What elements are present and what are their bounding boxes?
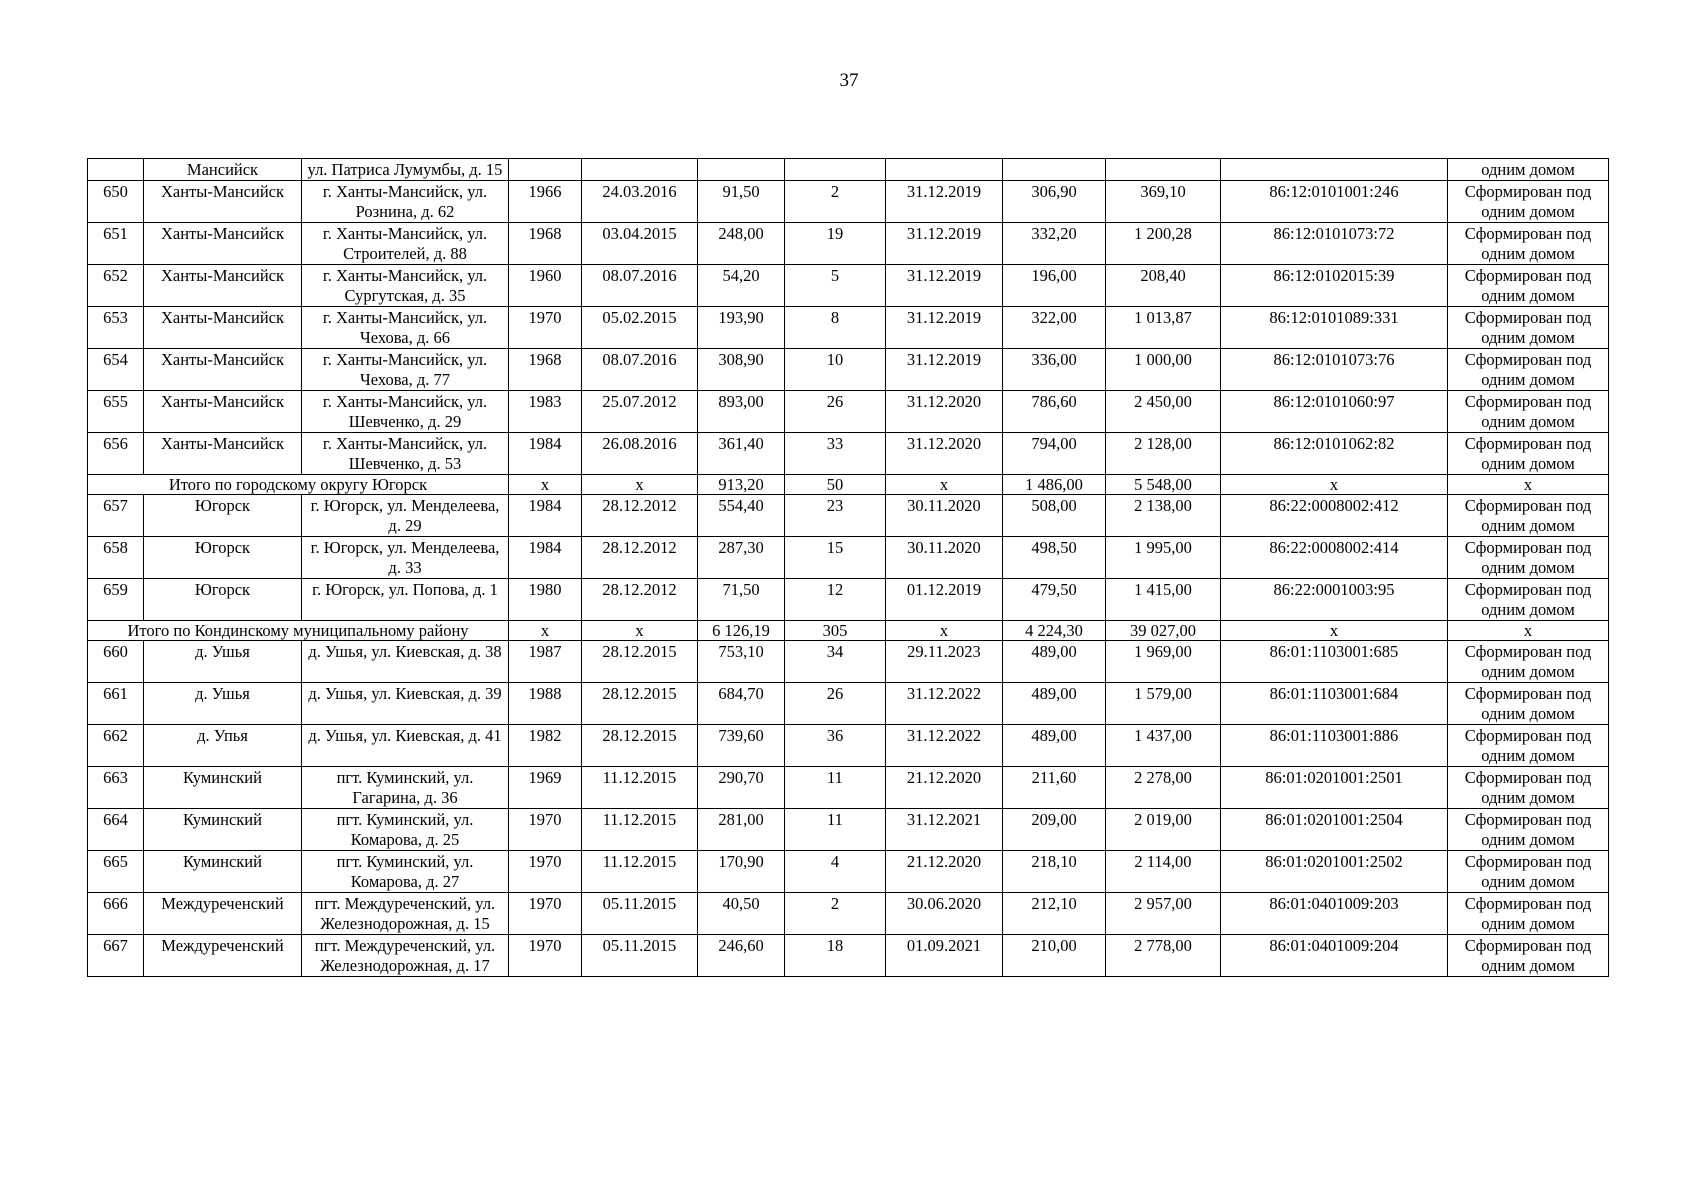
row-number-cell: 655 <box>88 391 144 433</box>
residents-cell: 5 <box>785 265 886 307</box>
land-area-cell: 498,50 <box>1003 537 1106 579</box>
land-area-cell: 211,60 <box>1003 767 1106 809</box>
cadastral-number-cell: 86:01:0201001:2501 <box>1221 767 1448 809</box>
deadline-cell: 31.12.2019 <box>886 265 1003 307</box>
status-cell: Сформирован под одним домом <box>1448 725 1609 767</box>
deadline-cell: 01.09.2021 <box>886 935 1003 977</box>
cadastral-number-cell: 86:01:1103001:886 <box>1221 725 1448 767</box>
land-area-cell: 508,00 <box>1003 495 1106 537</box>
year-cell: 1970 <box>509 893 582 935</box>
deadline-cell: 01.12.2019 <box>886 579 1003 621</box>
row-number-cell: 658 <box>88 537 144 579</box>
deadline-cell: 30.11.2020 <box>886 495 1003 537</box>
residents-cell: 33 <box>785 433 886 475</box>
row-number-cell: 660 <box>88 641 144 683</box>
land-norm-cell: 5 548,00 <box>1106 475 1221 495</box>
date-cell: 28.12.2015 <box>582 641 698 683</box>
status-cell: Сформирован под одним домом <box>1448 579 1609 621</box>
deadline-cell: 21.12.2020 <box>886 851 1003 893</box>
status-cell: Сформирован под одним домом <box>1448 181 1609 223</box>
address-cell: г. Ханты-Мансийск, ул. Сургутская, д. 35 <box>302 265 509 307</box>
status-cell: Сформирован под одним домом <box>1448 433 1609 475</box>
area-cell: 739,60 <box>698 725 785 767</box>
row-number-cell: 662 <box>88 725 144 767</box>
address-cell: пгт. Междуреченский, ул. Железнодорожная, д. 15 <box>302 893 509 935</box>
row-number-cell: 664 <box>88 809 144 851</box>
locality-cell: Ханты-Мансийск <box>144 265 302 307</box>
land-norm-cell: 1 437,00 <box>1106 725 1221 767</box>
locality-cell: д. Упья <box>144 725 302 767</box>
residents-cell: 11 <box>785 809 886 851</box>
cadastral-number-cell: 86:22:0008002:414 <box>1221 537 1448 579</box>
land-area-cell: 322,00 <box>1003 307 1106 349</box>
land-norm-cell: 369,10 <box>1106 181 1221 223</box>
land-area-cell: 218,10 <box>1003 851 1106 893</box>
year-cell: 1969 <box>509 767 582 809</box>
locality-cell: Междуреченский <box>144 935 302 977</box>
residents-cell: 2 <box>785 181 886 223</box>
area-cell <box>698 159 785 181</box>
year-cell: 1970 <box>509 851 582 893</box>
address-cell: г. Югорск, ул. Менделеева, д. 33 <box>302 537 509 579</box>
deadline-cell: 31.12.2020 <box>886 391 1003 433</box>
area-cell: 193,90 <box>698 307 785 349</box>
land-area-cell: 1 486,00 <box>1003 475 1106 495</box>
locality-cell: Междуреченский <box>144 893 302 935</box>
date-cell: 11.12.2015 <box>582 851 698 893</box>
residents-cell: 10 <box>785 349 886 391</box>
land-norm-cell: 2 957,00 <box>1106 893 1221 935</box>
date-cell: 25.07.2012 <box>582 391 698 433</box>
cadastral-number-cell: 86:01:0401009:204 <box>1221 935 1448 977</box>
area-cell: 554,40 <box>698 495 785 537</box>
status-cell: Сформирован под одним домом <box>1448 683 1609 725</box>
residents-cell: 50 <box>785 475 886 495</box>
table-row <box>88 159 1609 181</box>
row-number-cell: 659 <box>88 579 144 621</box>
deadline-cell: 31.12.2021 <box>886 809 1003 851</box>
row-number-cell: 656 <box>88 433 144 475</box>
residents-cell: 23 <box>785 495 886 537</box>
cadastral-number-cell: 86:12:0102015:39 <box>1221 265 1448 307</box>
table-row <box>88 851 1609 893</box>
row-number-cell: 651 <box>88 223 144 265</box>
address-cell: г. Ханты-Мансийск, ул. Шевченко, д. 29 <box>302 391 509 433</box>
date-cell: 05.11.2015 <box>582 893 698 935</box>
area-cell: 287,30 <box>698 537 785 579</box>
table-row <box>88 349 1609 391</box>
locality-cell: Ханты-Мансийск <box>144 433 302 475</box>
land-area-cell: 306,90 <box>1003 181 1106 223</box>
residents-cell: 34 <box>785 641 886 683</box>
table-row <box>88 265 1609 307</box>
land-norm-cell: 2 114,00 <box>1106 851 1221 893</box>
residents-cell: 26 <box>785 683 886 725</box>
status-cell: х <box>1448 621 1609 641</box>
deadline-cell: 31.12.2019 <box>886 223 1003 265</box>
table-row <box>88 391 1609 433</box>
date-cell: 11.12.2015 <box>582 809 698 851</box>
status-cell: одним домом <box>1448 159 1609 181</box>
year-cell: х <box>509 621 582 641</box>
residents-cell: 8 <box>785 307 886 349</box>
year-cell: 1984 <box>509 495 582 537</box>
row-number-cell: 654 <box>88 349 144 391</box>
address-cell: г. Югорск, ул. Попова, д. 1 <box>302 579 509 621</box>
row-number-cell: 666 <box>88 893 144 935</box>
status-cell: Сформирован под одним домом <box>1448 223 1609 265</box>
deadline-cell: 31.12.2019 <box>886 349 1003 391</box>
cadastral-number-cell: 86:12:0101001:246 <box>1221 181 1448 223</box>
date-cell: 28.12.2012 <box>582 495 698 537</box>
land-area-cell: 794,00 <box>1003 433 1106 475</box>
year-cell: х <box>509 475 582 495</box>
locality-cell: Ханты-Мансийск <box>144 181 302 223</box>
date-cell: 26.08.2016 <box>582 433 698 475</box>
deadline-cell: 31.12.2019 <box>886 181 1003 223</box>
table-row <box>88 307 1609 349</box>
locality-cell: Ханты-Мансийск <box>144 391 302 433</box>
year-cell: 1982 <box>509 725 582 767</box>
address-cell: г. Ханты-Мансийск, ул. Рознина, д. 62 <box>302 181 509 223</box>
locality-cell: Югорск <box>144 579 302 621</box>
status-cell: х <box>1448 475 1609 495</box>
subtotal-label-cell: Итого по городскому округу Югорск <box>88 475 509 495</box>
year-cell: 1987 <box>509 641 582 683</box>
residents-cell: 305 <box>785 621 886 641</box>
date-cell: 11.12.2015 <box>582 767 698 809</box>
address-cell: г. Ханты-Мансийск, ул. Шевченко, д. 53 <box>302 433 509 475</box>
housing-registry-table <box>87 158 1609 977</box>
area-cell: 248,00 <box>698 223 785 265</box>
table-row <box>88 433 1609 475</box>
locality-cell: д. Ушья <box>144 641 302 683</box>
date-cell: 03.04.2015 <box>582 223 698 265</box>
subtotal-row <box>88 475 1609 495</box>
date-cell: 05.11.2015 <box>582 935 698 977</box>
residents-cell: 2 <box>785 893 886 935</box>
locality-cell: д. Ушья <box>144 683 302 725</box>
address-cell: д. Ушья, ул. Киевская, д. 38 <box>302 641 509 683</box>
year-cell <box>509 159 582 181</box>
area-cell: 753,10 <box>698 641 785 683</box>
address-cell: г. Ханты-Мансийск, ул. Чехова, д. 77 <box>302 349 509 391</box>
cadastral-number-cell: 86:01:0201001:2504 <box>1221 809 1448 851</box>
locality-cell: Мансийск <box>144 159 302 181</box>
status-cell: Сформирован под одним домом <box>1448 349 1609 391</box>
land-norm-cell: 39 027,00 <box>1106 621 1221 641</box>
year-cell: 1970 <box>509 307 582 349</box>
table-row <box>88 181 1609 223</box>
status-cell: Сформирован под одним домом <box>1448 391 1609 433</box>
address-cell: г. Ханты-Мансийск, ул. Чехова, д. 66 <box>302 307 509 349</box>
deadline-cell: х <box>886 475 1003 495</box>
row-number-cell: 652 <box>88 265 144 307</box>
locality-cell: Югорск <box>144 495 302 537</box>
locality-cell: Ханты-Мансийск <box>144 307 302 349</box>
status-cell: Сформирован под одним домом <box>1448 495 1609 537</box>
cadastral-number-cell: 86:12:0101073:76 <box>1221 349 1448 391</box>
table-row <box>88 935 1609 977</box>
residents-cell: 11 <box>785 767 886 809</box>
area-cell: 913,20 <box>698 475 785 495</box>
date-cell: 28.12.2012 <box>582 537 698 579</box>
deadline-cell: 31.12.2022 <box>886 683 1003 725</box>
status-cell: Сформирован под одним домом <box>1448 767 1609 809</box>
land-norm-cell: 1 969,00 <box>1106 641 1221 683</box>
land-norm-cell: 2 019,00 <box>1106 809 1221 851</box>
table-row <box>88 809 1609 851</box>
land-area-cell: 489,00 <box>1003 683 1106 725</box>
land-norm-cell: 208,40 <box>1106 265 1221 307</box>
deadline-cell: 30.06.2020 <box>886 893 1003 935</box>
table-row <box>88 725 1609 767</box>
area-cell: 71,50 <box>698 579 785 621</box>
date-cell: 08.07.2016 <box>582 349 698 391</box>
deadline-cell: 31.12.2020 <box>886 433 1003 475</box>
deadline-cell: х <box>886 621 1003 641</box>
table-row <box>88 495 1609 537</box>
cadastral-number-cell: 86:01:1103001:684 <box>1221 683 1448 725</box>
row-number-cell: 657 <box>88 495 144 537</box>
area-cell: 893,00 <box>698 391 785 433</box>
status-cell: Сформирован под одним домом <box>1448 307 1609 349</box>
area-cell: 246,60 <box>698 935 785 977</box>
cadastral-number-cell: 86:01:1103001:685 <box>1221 641 1448 683</box>
date-cell: х <box>582 475 698 495</box>
area-cell: 54,20 <box>698 265 785 307</box>
land-norm-cell: 2 278,00 <box>1106 767 1221 809</box>
table-row <box>88 223 1609 265</box>
deadline-cell: 31.12.2019 <box>886 307 1003 349</box>
year-cell: 1960 <box>509 265 582 307</box>
status-cell: Сформирован под одним домом <box>1448 265 1609 307</box>
land-area-cell: 209,00 <box>1003 809 1106 851</box>
address-cell: г. Югорск, ул. Менделеева, д. 29 <box>302 495 509 537</box>
cadastral-number-cell: 86:12:0101089:331 <box>1221 307 1448 349</box>
land-norm-cell: 1 000,00 <box>1106 349 1221 391</box>
status-cell: Сформирован под одним домом <box>1448 935 1609 977</box>
land-norm-cell <box>1106 159 1221 181</box>
year-cell: 1980 <box>509 579 582 621</box>
deadline-cell: 21.12.2020 <box>886 767 1003 809</box>
locality-cell: Куминский <box>144 851 302 893</box>
locality-cell: Куминский <box>144 767 302 809</box>
year-cell: 1984 <box>509 537 582 579</box>
cadastral-number-cell: 86:12:0101062:82 <box>1221 433 1448 475</box>
deadline-cell <box>886 159 1003 181</box>
land-area-cell: 332,20 <box>1003 223 1106 265</box>
cadastral-number-cell: 86:01:0201001:2502 <box>1221 851 1448 893</box>
row-number-cell: 653 <box>88 307 144 349</box>
cadastral-number-cell: 86:22:0008002:412 <box>1221 495 1448 537</box>
date-cell <box>582 159 698 181</box>
cadastral-number-cell: х <box>1221 621 1448 641</box>
address-cell: пгт. Куминский, ул. Гагарина, д. 36 <box>302 767 509 809</box>
date-cell: 24.03.2016 <box>582 181 698 223</box>
area-cell: 6 126,19 <box>698 621 785 641</box>
locality-cell: Ханты-Мансийск <box>144 349 302 391</box>
year-cell: 1968 <box>509 223 582 265</box>
address-cell: пгт. Куминский, ул. Комарова, д. 27 <box>302 851 509 893</box>
deadline-cell: 29.11.2023 <box>886 641 1003 683</box>
land-norm-cell: 1 200,28 <box>1106 223 1221 265</box>
row-number-cell: 650 <box>88 181 144 223</box>
residents-cell: 18 <box>785 935 886 977</box>
land-area-cell: 786,60 <box>1003 391 1106 433</box>
year-cell: 1983 <box>509 391 582 433</box>
table-row <box>88 767 1609 809</box>
area-cell: 281,00 <box>698 809 785 851</box>
deadline-cell: 31.12.2022 <box>886 725 1003 767</box>
year-cell: 1984 <box>509 433 582 475</box>
area-cell: 308,90 <box>698 349 785 391</box>
page-number: 37 <box>839 70 859 91</box>
land-area-cell: 196,00 <box>1003 265 1106 307</box>
area-cell: 290,70 <box>698 767 785 809</box>
land-norm-cell: 1 579,00 <box>1106 683 1221 725</box>
row-number-cell: 661 <box>88 683 144 725</box>
date-cell: 08.07.2016 <box>582 265 698 307</box>
land-area-cell: 336,00 <box>1003 349 1106 391</box>
date-cell: х <box>582 621 698 641</box>
date-cell: 28.12.2015 <box>582 683 698 725</box>
land-norm-cell: 2 778,00 <box>1106 935 1221 977</box>
residents-cell: 36 <box>785 725 886 767</box>
status-cell: Сформирован под одним домом <box>1448 537 1609 579</box>
date-cell: 28.12.2012 <box>582 579 698 621</box>
locality-cell: Ханты-Мансийск <box>144 223 302 265</box>
area-cell: 91,50 <box>698 181 785 223</box>
deadline-cell: 30.11.2020 <box>886 537 1003 579</box>
land-norm-cell: 1 013,87 <box>1106 307 1221 349</box>
table-row <box>88 683 1609 725</box>
table-row <box>88 579 1609 621</box>
land-area-cell: 4 224,30 <box>1003 621 1106 641</box>
land-area-cell: 489,00 <box>1003 725 1106 767</box>
table-row <box>88 893 1609 935</box>
address-cell: пгт. Куминский, ул. Комарова, д. 25 <box>302 809 509 851</box>
residents-cell: 12 <box>785 579 886 621</box>
year-cell: 1968 <box>509 349 582 391</box>
row-number-cell: 667 <box>88 935 144 977</box>
cadastral-number-cell: 86:01:0401009:203 <box>1221 893 1448 935</box>
address-cell: пгт. Междуреченский, ул. Железнодорожная, д. 17 <box>302 935 509 977</box>
land-norm-cell: 1 415,00 <box>1106 579 1221 621</box>
row-number-cell <box>88 159 144 181</box>
table-row <box>88 537 1609 579</box>
address-cell: г. Ханты-Мансийск, ул. Строителей, д. 88 <box>302 223 509 265</box>
cadastral-number-cell: 86:12:0101060:97 <box>1221 391 1448 433</box>
land-norm-cell: 2 450,00 <box>1106 391 1221 433</box>
locality-cell: Югорск <box>144 537 302 579</box>
land-area-cell: 489,00 <box>1003 641 1106 683</box>
cadastral-number-cell <box>1221 159 1448 181</box>
residents-cell <box>785 159 886 181</box>
land-area-cell <box>1003 159 1106 181</box>
land-norm-cell: 2 138,00 <box>1106 495 1221 537</box>
locality-cell: Куминский <box>144 809 302 851</box>
subtotal-row <box>88 621 1609 641</box>
residents-cell: 26 <box>785 391 886 433</box>
table-body <box>88 159 1609 977</box>
residents-cell: 4 <box>785 851 886 893</box>
table-row <box>88 641 1609 683</box>
status-cell: Сформирован под одним домом <box>1448 641 1609 683</box>
land-norm-cell: 1 995,00 <box>1106 537 1221 579</box>
land-norm-cell: 2 128,00 <box>1106 433 1221 475</box>
year-cell: 1988 <box>509 683 582 725</box>
address-cell: ул. Патриса Лумумбы, д. 15 <box>302 159 509 181</box>
residents-cell: 19 <box>785 223 886 265</box>
row-number-cell: 663 <box>88 767 144 809</box>
year-cell: 1970 <box>509 809 582 851</box>
date-cell: 28.12.2015 <box>582 725 698 767</box>
status-cell: Сформирован под одним домом <box>1448 809 1609 851</box>
cadastral-number-cell: 86:12:0101073:72 <box>1221 223 1448 265</box>
land-area-cell: 479,50 <box>1003 579 1106 621</box>
residents-cell: 15 <box>785 537 886 579</box>
area-cell: 40,50 <box>698 893 785 935</box>
land-area-cell: 212,10 <box>1003 893 1106 935</box>
row-number-cell: 665 <box>88 851 144 893</box>
year-cell: 1966 <box>509 181 582 223</box>
land-area-cell: 210,00 <box>1003 935 1106 977</box>
subtotal-label-cell: Итого по Кондинскому муниципальному району <box>88 621 509 641</box>
area-cell: 361,40 <box>698 433 785 475</box>
cadastral-number-cell: 86:22:0001003:95 <box>1221 579 1448 621</box>
status-cell: Сформирован под одним домом <box>1448 893 1609 935</box>
date-cell: 05.02.2015 <box>582 307 698 349</box>
cadastral-number-cell: х <box>1221 475 1448 495</box>
address-cell: д. Ушья, ул. Киевская, д. 39 <box>302 683 509 725</box>
status-cell: Сформирован под одним домом <box>1448 851 1609 893</box>
year-cell: 1970 <box>509 935 582 977</box>
address-cell: д. Ушья, ул. Киевская, д. 41 <box>302 725 509 767</box>
area-cell: 684,70 <box>698 683 785 725</box>
area-cell: 170,90 <box>698 851 785 893</box>
